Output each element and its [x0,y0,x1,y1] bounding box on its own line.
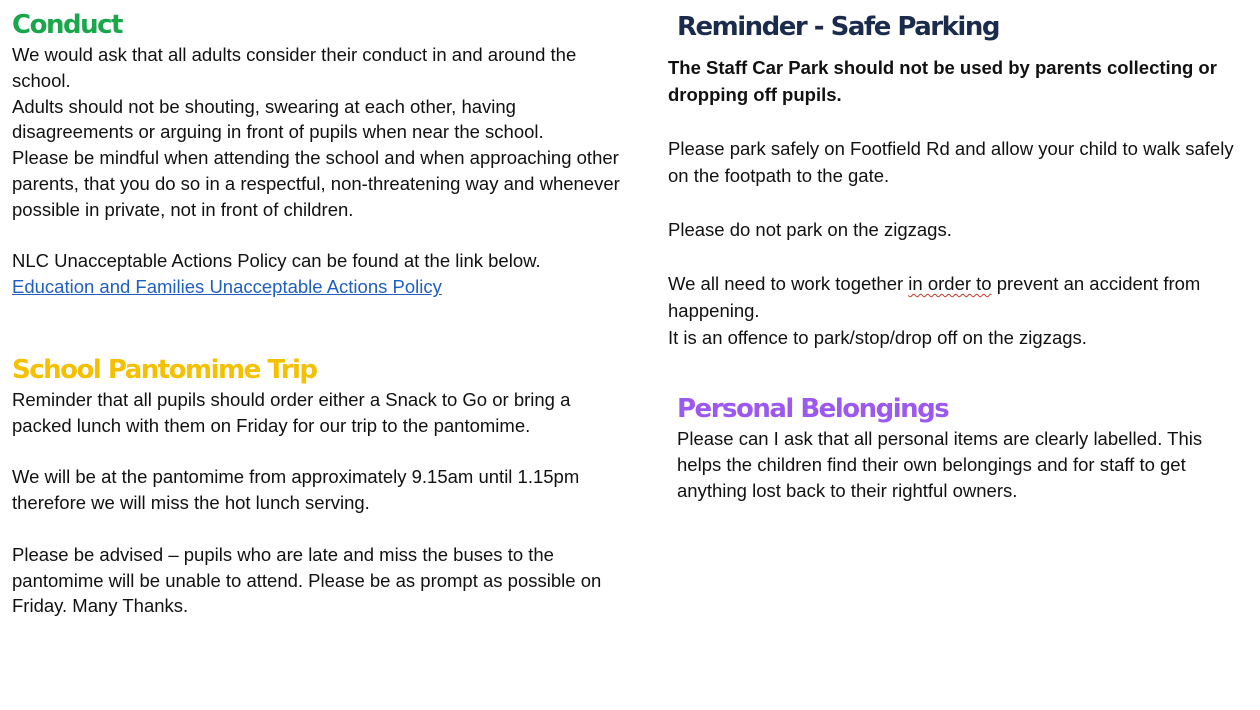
pantomime-body [12,387,632,619]
conduct-line-2: Adults should not be shouting, swearing at each other, having disagreements or arguing in front of pupils when near the school. [12,95,544,143]
conduct-body [12,42,632,300]
parking-heading: Reminder - Safe Parking [677,12,999,42]
belongings-body [677,426,1247,503]
conduct-section [12,10,632,300]
pantomime-section [12,355,632,619]
parking-para-3-end: prevent an accident from happening. [668,273,1201,321]
parking-body [668,54,1253,351]
conduct-line-1: We would ask that all adults consider their conduct in and around the school. [12,44,577,91]
parking-section [668,12,1253,351]
parking-bold-note: The Staff Car Park should not be used by parents collecting or dropping off pupils. [668,57,1217,105]
pantomime-para-2: We will be at the pantomime from approximately 9.15am until 1.15pm therefore we will miss the hot lunch serving. [12,466,580,514]
spacer [12,516,632,542]
pantomime-para-3: Please be advised – pupils who are late and miss the buses to the pantomime will be unable to attend. Please be as prompt as possible on Friday. Many Thanks. [12,543,602,617]
spacer [12,223,632,249]
pantomime-heading: School Pantomime Trip [12,355,317,385]
parking-para-3-underlined: in order to [908,273,992,294]
pantomime-para-1: Reminder that all pupils should order either a Snack to Go or bring a packed lunch with them on Friday for our trip to the pantomime. [12,389,571,436]
belongings-para-1: Please can I ask that all personal items are clearly labelled. This helps the children find their own belongings and for staff to get anything lost back to their rightful owners. [677,428,1203,501]
parking-para-1: Please park safely on Footfield Rd and allow your child to walk safely on the footpath to the gate. [668,138,1234,186]
belongings-section [677,394,1247,503]
conduct-policy-text: NLC Unacceptable Actions Policy can be found at the link below. [12,250,541,272]
parking-para-2: Please do not park on the zigzags. [668,219,952,240]
belongings-heading: Personal Belongings [677,394,949,424]
policy-link[interactable]: Education and Families Unacceptable Actions Policy [12,276,442,298]
conduct-heading: Conduct [12,10,122,40]
conduct-line-3: Please be mindful when attending the school and when approaching other parents, that you do so in a respectful, non-threatening way and whenever possible in private, not in front of children. [12,147,620,220]
parking-para-3-start: We all need to work together [668,273,909,294]
spacer [668,243,1253,270]
spacer [668,108,1253,135]
parking-para-4: It is an offence to park/stop/drop off on the zigzags. [668,327,1087,348]
spacer [12,439,632,465]
spacer [668,189,1253,216]
parking-para-3 [668,270,1253,324]
